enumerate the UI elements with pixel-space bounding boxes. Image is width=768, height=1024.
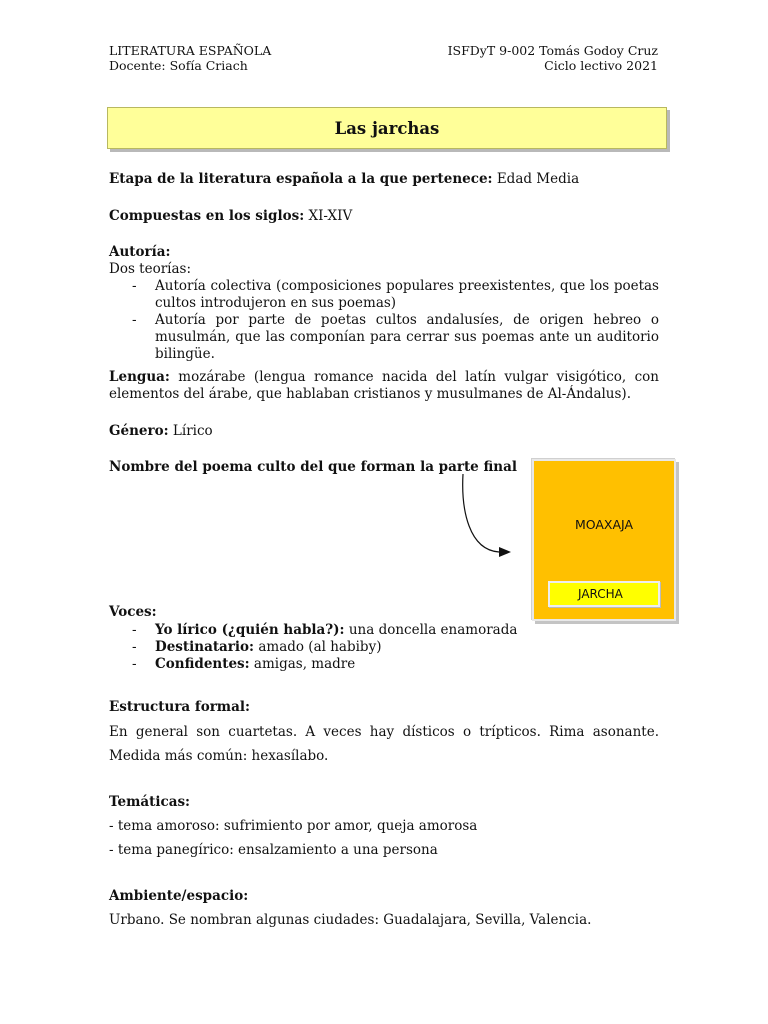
- list-item: [109, 278, 659, 312]
- voz-value: una doncella enamorada: [344, 622, 518, 638]
- lengua-paragraph: [109, 369, 659, 403]
- lengua-value: mozárabe (lengua romance nacida del latín vulgar visigótico, con elementos del árabe, que hablaban cristianos y musulmanes de Al-Ándalus).: [109, 369, 659, 402]
- dash-bullet: -: [132, 656, 137, 672]
- tematicas-heading: [109, 794, 659, 811]
- etapa-label: Etapa de la literatura española a la que pertenece:: [109, 171, 493, 187]
- voz-value: amigas, madre: [249, 656, 356, 672]
- autoria-label: Autoría:: [109, 244, 171, 260]
- etapa-value: Edad Media: [492, 171, 580, 187]
- tematica-item: - tema panegírico: ensalzamiento a una persona: [109, 842, 438, 858]
- ambiente-text: Urbano. Se nombran algunas ciudades: Guadalajara, Sevilla, Valencia.: [109, 912, 592, 928]
- header-left: [109, 43, 271, 73]
- voz-label: Destinatario:: [155, 639, 255, 655]
- list-item: [109, 656, 659, 673]
- genero-label: Género:: [109, 423, 169, 439]
- genero-line: [109, 423, 659, 440]
- estructura-heading: [109, 699, 659, 716]
- voz-label: Yo lírico (¿quién habla?):: [155, 622, 345, 638]
- lengua-label: Lengua:: [109, 369, 170, 385]
- voz-value: amado (al habiby): [254, 639, 382, 655]
- etapa-line: [109, 171, 659, 188]
- voces-heading: [109, 604, 659, 621]
- ambiente-label: Ambiente/espacio:: [109, 888, 249, 904]
- autoria-list: [109, 278, 659, 363]
- curved-arrow-icon: [455, 470, 525, 570]
- autoria-heading: [109, 244, 659, 261]
- dash-bullet: -: [132, 278, 137, 294]
- school-year: Ciclo lectivo 2021: [544, 58, 658, 73]
- list-item: [109, 312, 659, 363]
- dash-bullet: -: [132, 639, 137, 655]
- voz-label: Confidentes:: [155, 656, 250, 672]
- moaxaja-label: MOAXAJA: [574, 517, 634, 532]
- autoria-intro: Dos teorías:: [109, 261, 192, 277]
- tematica-item: - tema amoroso: sufrimiento por amor, queja amorosa: [109, 818, 478, 834]
- teacher-name: Docente: Sofía Criach: [109, 58, 248, 73]
- siglos-value: XI-XIV: [304, 208, 353, 224]
- list-item-text: Autoría por parte de poetas cultos andalusíes, de origen hebreo o musulmán, que las componían para cerrar sus poemas ante un auditorio bilingüe.: [155, 312, 659, 362]
- dash-bullet: -: [132, 622, 137, 638]
- jarcha-label: JARCHA: [578, 587, 623, 601]
- estructura-label: Estructura formal:: [109, 699, 250, 715]
- siglos-label: Compuestas en los siglos:: [109, 208, 305, 224]
- list-item-text: Autoría colectiva (composiciones populares preexistentes, que los poetas cultos introdujeron en sus poemas): [155, 278, 659, 311]
- list-item: [109, 639, 659, 656]
- voces-list: [109, 622, 659, 673]
- nombre-poema-label: Nombre del poema culto del que forman la parte final: [109, 459, 517, 475]
- siglos-line: [109, 208, 659, 225]
- institution-name: ISFDyT 9-002 Tomás Godoy Cruz: [447, 43, 658, 58]
- course-name: LITERATURA ESPAÑOLA: [109, 43, 272, 58]
- moaxaja-diagram: [532, 459, 676, 621]
- estructura-text: En general son cuartetas. A veces hay dísticos o trípticos. Rima asonante. Medida más común: hexasílabo.: [109, 724, 659, 764]
- tematicas-label: Temáticas:: [109, 794, 191, 810]
- header-right: [448, 43, 658, 73]
- ambiente-heading: [109, 888, 659, 905]
- dash-bullet: -: [132, 312, 137, 328]
- list-item: [109, 622, 659, 639]
- voces-label: Voces:: [109, 604, 157, 620]
- page-title-box: [107, 107, 667, 149]
- genero-value: Lírico: [168, 423, 213, 439]
- page-title: Las jarchas: [334, 118, 440, 138]
